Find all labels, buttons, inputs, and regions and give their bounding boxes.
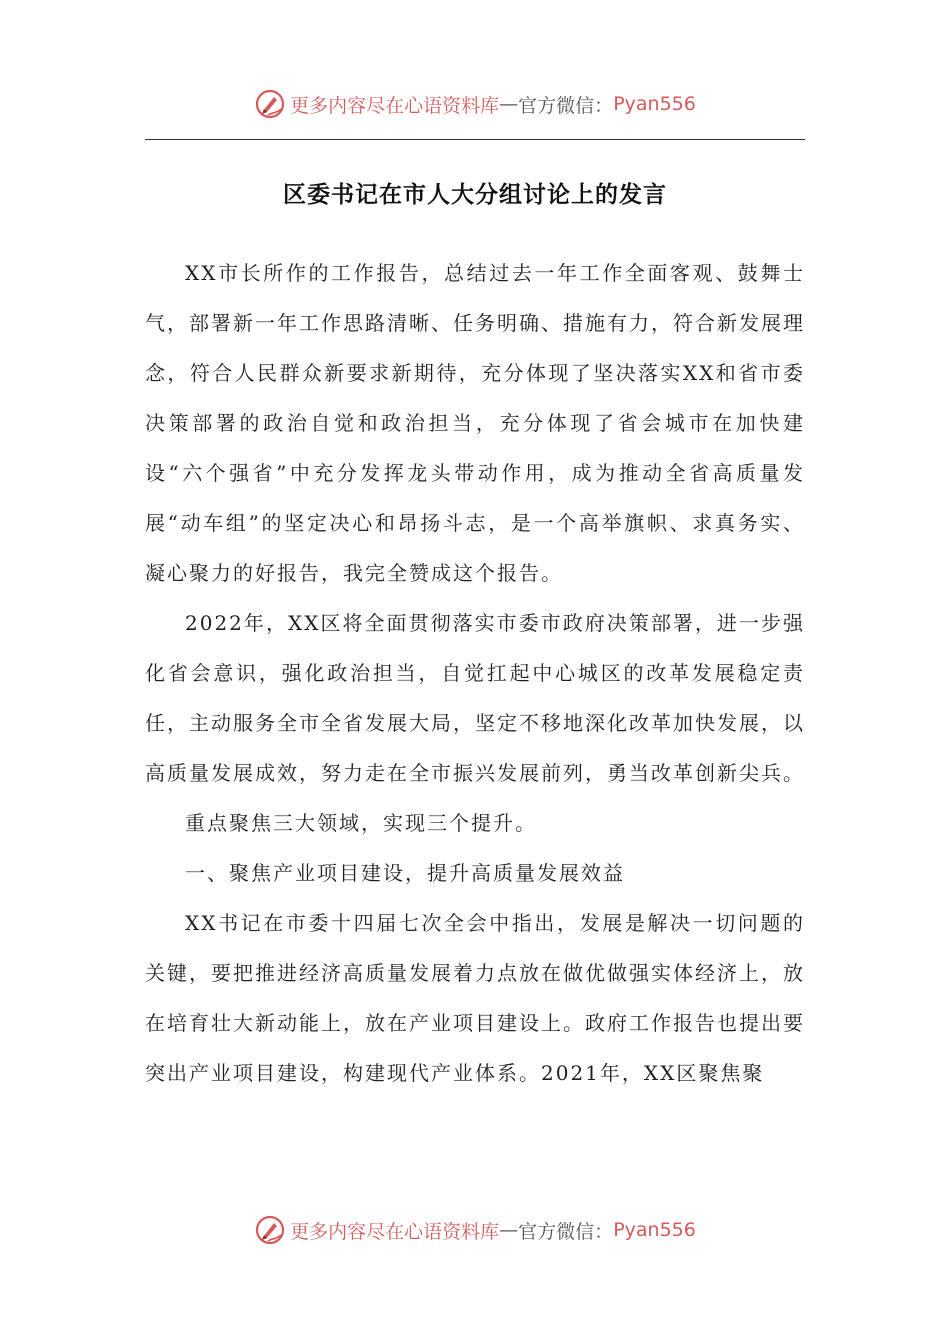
- paragraph: 2022年，XX区将全面贯彻落实市委市政府决策部署，进一步强化省会意识，强化政治担当，自觉扛起中心城区的改革发展稳定责任，主动服务全市全省发展大局，坚定不移地深化改革加快发展，以高质量发展成效，努力走在全市振兴发展前列，勇当改革创新尖兵。: [145, 611, 805, 785]
- banner-text: 更多内容尽在心语资料库: [290, 94, 500, 117]
- pen-logo-icon: [254, 88, 286, 120]
- document-body: [145, 248, 805, 1098]
- banner-separator: —: [499, 93, 519, 115]
- banner-text: 更多内容尽在心语资料库: [290, 1220, 500, 1243]
- banner-wechat-label: 官方微信：: [518, 1220, 614, 1243]
- banner-wechat-id: Pyan556: [613, 1219, 696, 1241]
- header-divider: [145, 139, 805, 140]
- paragraph: 重点聚焦三大领域，实现三个提升。: [185, 811, 537, 835]
- header-watermark-banner: [0, 84, 950, 124]
- document-title: 区委书记在市人大分组讨论上的发言: [283, 181, 667, 208]
- banner-separator: —: [499, 1219, 519, 1241]
- footer-watermark-banner: [0, 1210, 950, 1250]
- banner-wechat-id: Pyan556: [613, 93, 696, 115]
- banner-wechat-label: 官方微信：: [518, 94, 614, 117]
- paragraph: XX市长所作的工作报告，总结过去一年工作全面客观、鼓舞士气，部署新一年工作思路清晰、任务明确、措施有力，符合新发展理念，符合人民群众新要求新期待，充分体现了坚决落实XX和省市委决策部署的政治自觉和政治担当，充分体现了省会城市在加快建设“六个强省”中充分发挥龙头带动作用，成为推动全省高质量发展“动车组”的坚定决心和昂扬斗志，是一个高举旗帜、求真务实、凝心聚力的好报告，我完全赞成这个报告。: [145, 261, 805, 585]
- pen-logo-icon: [254, 1214, 286, 1246]
- section-heading: 一、聚焦产业项目建设，提升高质量发展效益: [185, 861, 625, 885]
- paragraph: XX书记在市委十四届七次全会中指出，发展是解决一切问题的关键，要把推进经济高质量发展着力点放在做优做强实体经济上，放在培育壮大新动能上，放在产业项目建设上。政府工作报告也提出要突出产业项目建设，构建现代产业体系。2021年，XX区聚焦聚: [145, 911, 805, 1085]
